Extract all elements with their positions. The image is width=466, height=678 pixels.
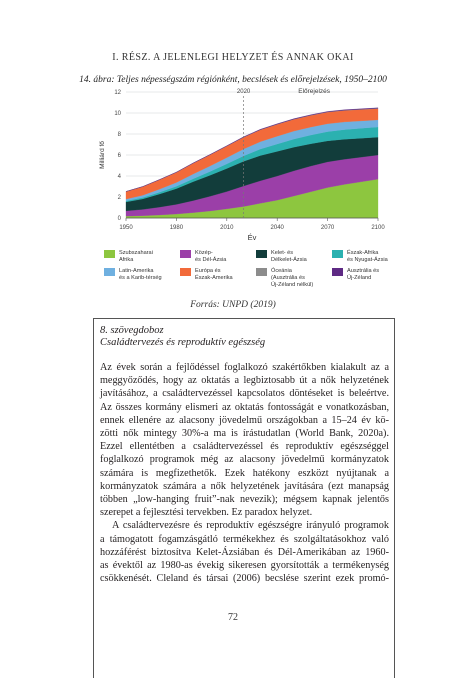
page-number: 72 <box>228 612 238 623</box>
legend-label: Ausztrália és Új-Zéland <box>347 268 380 281</box>
text-line: a támogatott fogamzásgátló termékekhez és szolgáltatásokhoz való <box>100 533 389 545</box>
text-line: as évektől az 1980-as évekig sikeresen gyorsították a termékenység <box>100 560 389 572</box>
text-line: Az évek során a fejlődéssel foglalkozó szakértőkben kialakult az a <box>100 362 389 373</box>
legend-item <box>332 250 402 264</box>
text-line: javításához, a családtervezéssel kapcsolatos döntéseket is beleértve. <box>100 388 389 400</box>
x-tick-label: 1950 <box>119 225 133 231</box>
text-line: hozzáférést biztosítva Kelet-Ázsiában és Dél-Amerikában az 1960- <box>100 546 389 558</box>
text-line: kormányzatok számára a nők helyzetének javítására (ezt manapság <box>100 480 389 492</box>
x-axis-title: Év <box>247 233 257 242</box>
legend-swatch <box>180 268 191 276</box>
text-line: csökkenését. Cleland és társai (2006) becslése szerint ezek promó- <box>100 573 389 585</box>
y-tick-label: 2 <box>117 195 121 201</box>
x-tick-label: 1980 <box>169 225 184 231</box>
y-tick-label: 6 <box>117 153 121 159</box>
text-line: szerepet a fejlesztési tervekben. Ez paradox helyzet. <box>100 507 313 519</box>
y-axis-title: Milliárd fő <box>99 141 106 169</box>
text-line: foglalkozó programok még az alacsony jövedelmű kormányzatok <box>100 454 389 466</box>
paragraph-1 <box>100 361 389 519</box>
paragraph-2 <box>100 519 389 585</box>
legend-label: Európa és Észak-Amerika <box>195 268 233 281</box>
divider-year-label: 2020 <box>236 89 251 95</box>
legend-item <box>180 250 250 264</box>
x-tick-label: 2100 <box>371 225 385 231</box>
textbox-number: 8. szövegdoboz <box>100 325 164 336</box>
textbox-8 <box>93 318 395 678</box>
legend-swatch <box>256 250 267 258</box>
text-line: Ezzel ellentétben a családtervezéssel és reproduktív egészséggel <box>100 441 389 453</box>
y-tick-label: 4 <box>117 174 121 180</box>
legend-swatch <box>332 268 343 276</box>
legend-item <box>104 268 174 282</box>
text-line: zötti nők mintegy 30%-a ma is írástudatlan (World Bank, 2020a). <box>100 428 389 440</box>
legend-label: Kelet- és Délkelet-Ázsia <box>271 250 307 263</box>
textbox-title: Családtervezés és reproduktív egészség <box>100 337 266 348</box>
legend-swatch <box>256 268 267 276</box>
y-tick-label: 0 <box>117 216 121 222</box>
y-tick-label: 12 <box>114 90 121 96</box>
legend-swatch <box>104 268 115 276</box>
legend-label: Közép- és Dél-Ázsia <box>195 250 227 263</box>
text-line: A családtervezésre és reproduktív egészségre irányuló programok <box>112 520 389 532</box>
legend-label: Latin-Amerika és a Karib-térség <box>119 268 162 281</box>
population-area-chart <box>88 86 398 248</box>
legend-swatch <box>104 250 115 258</box>
y-tick-label: 8 <box>117 132 121 138</box>
x-tick-label: 2040 <box>270 225 284 231</box>
figure-source: Forrás: UNPD (2019) <box>190 300 276 310</box>
text-line: ennek ellenére az alacsony jövedelmű országokban a 15–24 év kö- <box>100 414 389 426</box>
text-line: meggyőződés, hogy az oktatás a legbiztosabb út a nők helyzetének <box>100 375 389 387</box>
legend-swatch <box>332 250 343 258</box>
text-line: Az összes kormány elismeri az oktatás fontosságát e vonatkozásban, <box>100 401 389 413</box>
text-line: többen „low-hanging fruit”-nak nevezik); mégsem kapnak jelentős <box>100 494 389 506</box>
legend-item <box>180 268 250 282</box>
x-tick-label: 2010 <box>220 225 234 231</box>
y-tick-label: 10 <box>114 111 121 117</box>
text-line: számára is megfizethetők. Ezek hatékony eszközt nyújtanak a <box>100 467 389 479</box>
legend-label: Óceánia (Ausztrália és Új-Zéland nélkül) <box>271 268 314 288</box>
figure-caption: 14. ábra: Teljes népességszám régiónként, becslések és előrejelzések, 1950–2100 <box>79 75 387 85</box>
legend-label: Észak-Afrika és Nyugat-Ázsia <box>347 250 388 263</box>
legend-item <box>104 250 174 264</box>
x-tick-label: 2070 <box>320 225 335 231</box>
running-head: I. RÉSZ. A JELENLEGI HELYZET ÉS ANNAK OKAI <box>112 52 354 63</box>
legend-item <box>256 268 326 289</box>
legend-item <box>332 268 402 282</box>
legend-label: Szubszaharai Afrika <box>119 250 153 263</box>
legend-item <box>256 250 326 264</box>
projection-label: Előrejelzés <box>298 88 331 95</box>
legend-swatch <box>180 250 191 258</box>
